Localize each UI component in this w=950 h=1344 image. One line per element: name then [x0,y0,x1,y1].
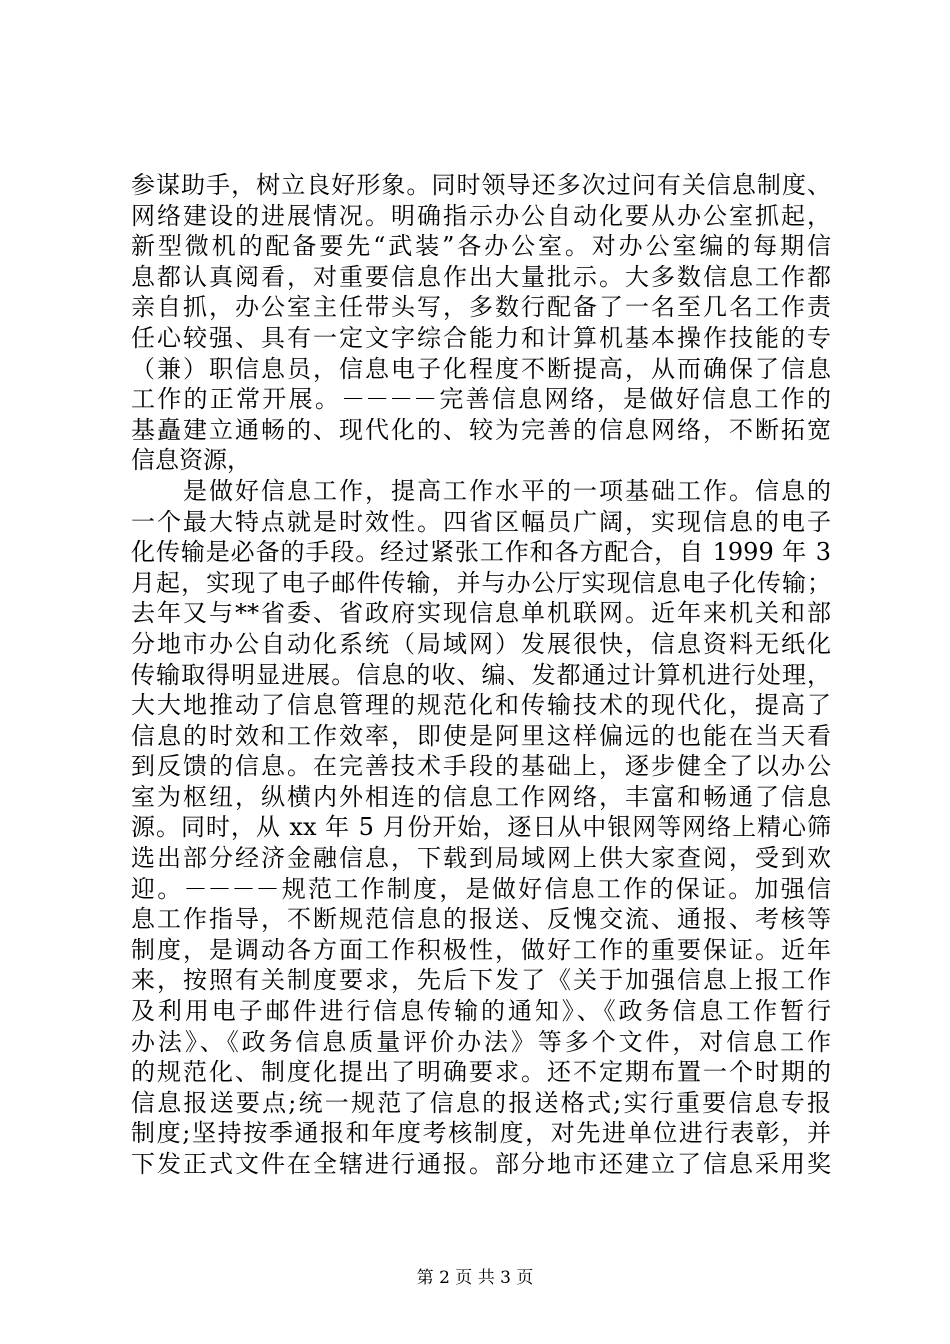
text-line: 息都认真阅看，对重要信息作出大量批示。大多数信息工作都 [131,262,831,291]
text-line: 来，按照有关制度要求，先后下发了《关于加强信息上报工作 [131,966,831,995]
text-line: 分地市办公自动化系统（局域网）发展很快，信息资料无纸化 [131,629,831,658]
text-line: 信息资源， [131,446,251,475]
text-line: 办法》、《政务信息质量评价办法》等多个文件，对信息工作 [131,1027,831,1056]
text-line: 化传输是必备的手段。经过紧张工作和各方配合，自 1999 年 3 [131,538,831,567]
text-line: 去年又与**省委、省政府实现信息单机联网。近年来机关和部 [131,599,831,628]
body-text [131,170,831,1180]
text-line: 网络建设的进展情况。明确指示办公自动化要从办公室抓起， [131,201,831,230]
text-line: 新型微机的配备要先“武装”各办公室。对办公室编的每期信 [131,232,831,261]
text-line: 迎。－－－－规范工作制度，是做好信息工作的保证。加强信 [131,874,831,903]
text-line: 信息的时效和工作效率，即使是阿里这样偏远的也能在当天看 [131,721,831,750]
text-line: 传输取得明显进展。信息的收、编、发都通过计算机进行处理， [131,660,831,689]
text-line: （兼）职信息员，信息电子化程度不断提高，从而确保了信息 [131,354,831,383]
text-line: 及利用电子邮件进行信息传输的通知》、《政务信息工作暂行 [131,997,831,1026]
text-line: 参谋助手，树立良好形象。同时领导还多次过问有关信息制度、 [131,171,831,199]
text-line: 到反馈的信息。在完善技术手段的基础上，逐步健全了以办公 [131,752,831,781]
text-line: 源。同时，从 xx 年 5 月份开始，逐日从中银网等网络上精心筛 [131,813,831,842]
text-line: 任心较强、具有一定文字综合能力和计算机基本操作技能的专 [131,323,831,352]
text-line: 亲自抓，办公室主任带头写，多数行配备了一名至几名工作责 [131,293,831,322]
text-line: 下发正式文件在全辖进行通报。部分地市还建立了信息采用奖 [131,1150,831,1178]
text-line: 工作的正常开展。－－－－完善信息网络，是做好信息工作的 [131,385,831,414]
text-line: 的规范化、制度化提出了明确要求。还不定期布置一个时期的 [131,1058,831,1087]
text-line: 信息报送要点;统一规范了信息的报送格式;实行重要信息专报 [131,1088,831,1117]
text-line: 选出部分经济金融信息，下载到局域网上供大家查阅，受到欢 [131,844,831,873]
text-line: 基矗建立通畅的、现代化的、较为完善的信息网络，不断拓宽 [131,415,831,444]
text-line: 大大地推动了信息管理的规范化和传输技术的现代化，提高了 [131,691,831,720]
text-line: 一个最大特点就是时效性。四省区幅员广阔，实现信息的电子 [131,507,831,536]
text-line: 制度，是调动各方面工作积极性，做好工作的重要保证。近年 [131,935,831,964]
text-line: 制度;坚持按季通报和年度考核制度，对先进单位进行表彰，并 [131,1119,831,1148]
text-line: 是做好信息工作，提高工作水平的一项基础工作。信息的 [131,476,831,505]
text-line: 月起，实现了电子邮件传输，并与办公厅实现信息电子化传输； [131,568,831,597]
text-line: 室为枢纽，纵横内外相连的信息工作网络，丰富和畅通了信息 [131,782,831,811]
text-line: 息工作指导，不断规范信息的报送、反愧交流、通报、考核等 [131,905,831,934]
page-footer: 第 2 页 共 3 页 [416,1268,534,1288]
